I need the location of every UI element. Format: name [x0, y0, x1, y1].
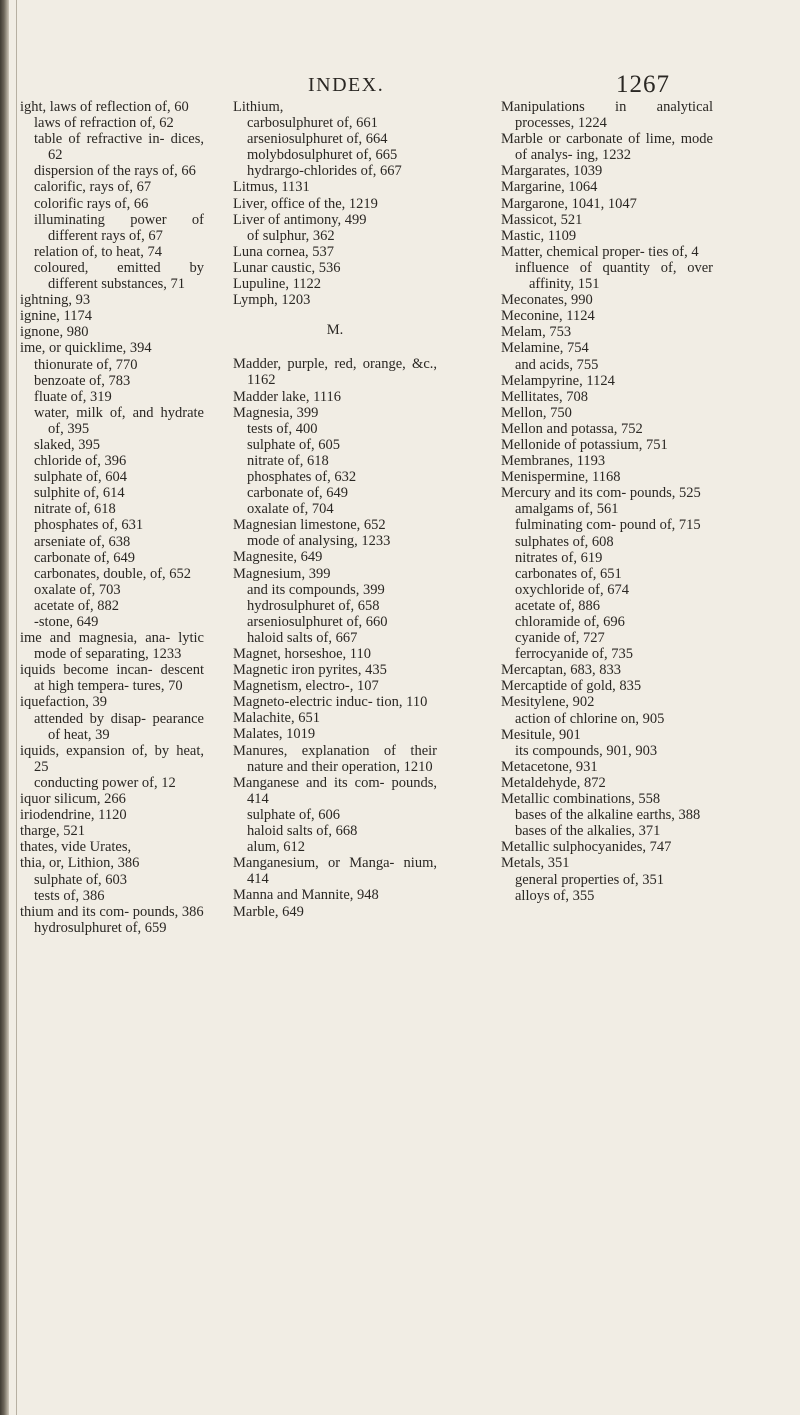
index-entry: ignine, 1174: [20, 308, 92, 325]
index-subentry: sulphate of, 605: [247, 436, 341, 453]
index-entry: Mellonide of potassium, 751: [501, 436, 668, 453]
index-entry: Manganesium, or Manga- nium, 414: [233, 855, 437, 888]
index-entry: iquor silicum, 266: [20, 791, 126, 808]
index-entry: Meconates, 990: [501, 292, 593, 309]
index-subentry: phosphates of, 632: [247, 468, 357, 485]
index-subentry: -stone, 649: [34, 614, 99, 630]
index-entry: Menispermine, 1168: [501, 469, 621, 486]
index-subentry: oxychloride of, 674: [515, 581, 629, 598]
index-entry: Magnet, horseshoe, 110: [233, 646, 371, 662]
index-entry: Liver of antimony, 499: [233, 211, 367, 228]
index-subentry: hydrargo-chlorides of, 667: [247, 163, 402, 180]
index-entry: Melam, 753: [501, 324, 572, 341]
index-entry: Lunar caustic, 536: [233, 259, 341, 276]
index-entry: ime, or quicklime, 394: [20, 340, 152, 357]
index-entry: Manna and Mannite, 948: [233, 887, 379, 904]
index-subentry: arseniate of, 638: [34, 533, 131, 550]
index-subentry: acetate of, 882: [34, 597, 119, 614]
index-entry: Litmus, 1131: [233, 179, 310, 196]
index-entry: Magnesia, 399: [233, 404, 319, 421]
index-entry: Malates, 1019: [233, 726, 316, 743]
index-subentry: general properties of, 351: [515, 871, 664, 888]
index-subentry: chloride of, 396: [34, 453, 127, 470]
index-subentry: thionurate of, 770: [34, 356, 138, 373]
index-subentry: slaked, 395: [34, 436, 101, 453]
index-entry: Metallic combinations, 558: [501, 791, 661, 808]
index-subentry: laws of refraction of, 62: [34, 115, 174, 132]
index-entry: Magnetism, electro-, 107: [233, 678, 379, 695]
index-entry: Liver, office of the, 1219: [233, 195, 378, 212]
index-entry: Madder, purple, red, orange, &c., 1162: [233, 356, 437, 389]
index-subentry: arseniosulphuret of, 660: [247, 613, 388, 630]
index-subentry: sulphate of, 606: [247, 806, 341, 823]
index-entry: Mastic, 1109: [501, 227, 577, 244]
index-subentry: action of chlorine on, 905: [515, 710, 665, 727]
index-entry: Metals, 351: [501, 855, 570, 872]
index-subentry: haloid salts of, 667: [247, 629, 358, 646]
index-entry: Melamine, 754: [501, 340, 589, 357]
index-subentry: ferrocyanide of, 735: [515, 646, 633, 663]
index-entry: Metallic sulphocyanides, 747: [501, 839, 672, 856]
index-subentry: fluate of, 319: [34, 388, 112, 405]
index-subentry: cyanide of, 727: [515, 630, 605, 647]
book-binding-edge: [0, 0, 9, 1415]
index-subentry: carbonate of, 649: [247, 485, 349, 502]
index-entry: Mellon, 750: [501, 404, 572, 421]
index-entry: Magnetic iron pyrites, 435: [233, 662, 387, 679]
index-entry: Marble or carbonate of lime, mode of analys- ing, 1232: [501, 131, 713, 164]
index-entry: thia, or, Lithion, 386: [20, 855, 140, 872]
index-entry: ightning, 93: [20, 292, 91, 309]
index-entry: iquids become incan- descent at high tempera- tures, 70: [20, 662, 204, 695]
index-subentry: calorific, rays of, 67: [34, 179, 152, 196]
index-subentry: water, milk of, and hydrate of, 395: [34, 404, 204, 437]
index-subentry: molybdosulphuret of, 665: [247, 147, 398, 164]
index-subentry: arseniosulphuret of, 664: [247, 131, 388, 148]
index-entry: Mercaptide of gold, 835: [501, 678, 642, 695]
index-subentry: attended by disap- pearance of heat, 39: [34, 710, 204, 743]
index-subentry: hydrosulphuret of, 658: [247, 597, 380, 614]
index-entry: Margarine, 1064: [501, 179, 598, 196]
index-subentry: amalgams of, 561: [515, 501, 619, 518]
index-subentry: and acids, 755: [515, 356, 599, 373]
binding-shadow-line: [16, 0, 17, 1415]
index-subentry: nitrate of, 618: [247, 452, 329, 469]
index-subentry: alloys of, 355: [515, 887, 595, 904]
index-subentry: oxalate of, 703: [34, 581, 121, 598]
section-letter-heading: M.: [326, 322, 344, 339]
index-subentry: carbonates, double, of, 652: [34, 565, 192, 582]
index-entry: Lymph, 1203: [233, 292, 311, 309]
index-entry: Magnesium, 399: [233, 565, 331, 582]
index-subentry: carbosulphuret of, 661: [247, 115, 378, 132]
index-column-2: [233, 99, 437, 920]
index-subentry: fulminating com- pound of, 715: [515, 517, 701, 534]
index-subentry: its compounds, 901, 903: [515, 742, 658, 759]
index-entry: Malachite, 651: [233, 710, 320, 727]
index-subentry: phosphates of, 631: [34, 517, 144, 534]
index-subentry: carbonate of, 649: [34, 549, 136, 566]
index-entry: iquefaction, 39: [20, 694, 107, 711]
running-title: INDEX.: [308, 74, 385, 96]
index-column-1: [20, 99, 204, 936]
index-entry: Luna cornea, 537: [233, 243, 335, 260]
index-subentry: hydrosulphuret of, 659: [34, 919, 167, 936]
index-entry: ight, laws of reflection of, 60: [20, 99, 189, 115]
index-subentry: bases of the alkalies, 371: [515, 823, 661, 840]
page-number: 1267: [616, 71, 670, 98]
index-entry: Marble, 649: [233, 903, 304, 920]
index-entry: Margarone, 1041, 1047: [501, 195, 637, 212]
index-entry: Madder lake, 1116: [233, 388, 342, 405]
index-entry: tharge, 521: [20, 823, 85, 840]
index-subentry: sulphate of, 604: [34, 469, 128, 486]
index-entry: Magnesian limestone, 652: [233, 517, 386, 534]
index-subentry: coloured, emitted by different substances, 71: [34, 259, 204, 293]
index-subentry: mode of analysing, 1233: [247, 533, 391, 550]
index-subentry: colorific rays of, 66: [34, 195, 149, 212]
index-entry: Massicot, 521: [501, 211, 583, 228]
index-subentry: nitrates of, 619: [515, 549, 603, 566]
index-entry: Mercury and its com- pounds, 525: [501, 485, 701, 502]
index-subentry: benzoate of, 783: [34, 372, 131, 389]
index-entry: Meconine, 1124: [501, 308, 595, 325]
index-entry: Lithium,: [233, 99, 284, 115]
index-subentry: acetate of, 886: [515, 597, 600, 614]
index-subentry: haloid salts of, 668: [247, 823, 358, 840]
index-entry: thates, vide Urates,: [20, 839, 132, 856]
index-subentry: dispersion of the rays of, 66: [34, 163, 196, 180]
index-entry: Manures, explanation of their nature and their operation, 1210: [233, 742, 437, 775]
index-entry: Manganese and its com- pounds, 414: [233, 774, 437, 807]
index-entry: Membranes, 1193: [501, 453, 606, 470]
index-entry: Matter, chemical proper- ties of, 4: [501, 243, 699, 260]
index-subentry: relation of, to heat, 74: [34, 243, 163, 260]
index-entry: Mellon and potassa, 752: [501, 420, 643, 437]
index-subentry: chloramide of, 696: [515, 614, 625, 630]
index-entry: iriodendrine, 1120: [20, 807, 127, 824]
index-entry: Mesitylene, 902: [501, 694, 595, 711]
index-subentry: tests of, 386: [34, 887, 105, 904]
index-subentry: oxalate of, 704: [247, 501, 334, 518]
index-subentry: bases of the alkaline earths, 388: [515, 807, 701, 824]
index-entry: ignone, 980: [20, 324, 89, 341]
index-subentry: and its compounds, 399: [247, 581, 385, 598]
index-subentry: sulphate of, 603: [34, 871, 128, 888]
index-subentry: sulphite of, 614: [34, 485, 125, 502]
index-entry: Lupuline, 1122: [233, 276, 322, 293]
index-subentry: illuminating power of different rays of, 67: [34, 211, 204, 244]
index-column-3: [501, 99, 713, 904]
index-subentry: sulphates of, 608: [515, 533, 614, 550]
index-entry: Melampyrine, 1124: [501, 372, 615, 389]
index-entry: Metaldehyde, 872: [501, 774, 606, 791]
index-entry: iquids, expansion of, by heat, 25: [20, 742, 204, 775]
index-entry: Metacetone, 931: [501, 758, 598, 775]
index-entry: Mesitule, 901: [501, 726, 581, 743]
index-entry: Mercaptan, 683, 833: [501, 662, 621, 679]
index-subentry: conducting power of, 12: [34, 774, 176, 791]
index-entry: Magneto-electric induc- tion, 110: [233, 694, 428, 711]
index-subentry: nitrate of, 618: [34, 501, 116, 518]
index-entry: Margarates, 1039: [501, 163, 603, 180]
index-subentry: tests of, 400: [247, 420, 318, 437]
index-entry: Mellitates, 708: [501, 388, 588, 405]
index-entry: ime and magnesia, ana- lytic mode of separating, 1233: [20, 630, 204, 663]
index-subentry: alum, 612: [247, 839, 305, 856]
index-subentry: carbonates of, 651: [515, 565, 622, 582]
index-subentry: of sulphur, 362: [247, 227, 335, 244]
index-subentry: influence of quantity of, over affinity, 151: [515, 259, 713, 293]
index-entry: Manipulations in analytical processes, 1224: [501, 99, 713, 132]
index-entry: Magnesite, 649: [233, 549, 323, 566]
index-subentry: table of refractive in- dices, 62: [34, 131, 204, 164]
index-entry: thium and its com- pounds, 386: [20, 903, 204, 920]
